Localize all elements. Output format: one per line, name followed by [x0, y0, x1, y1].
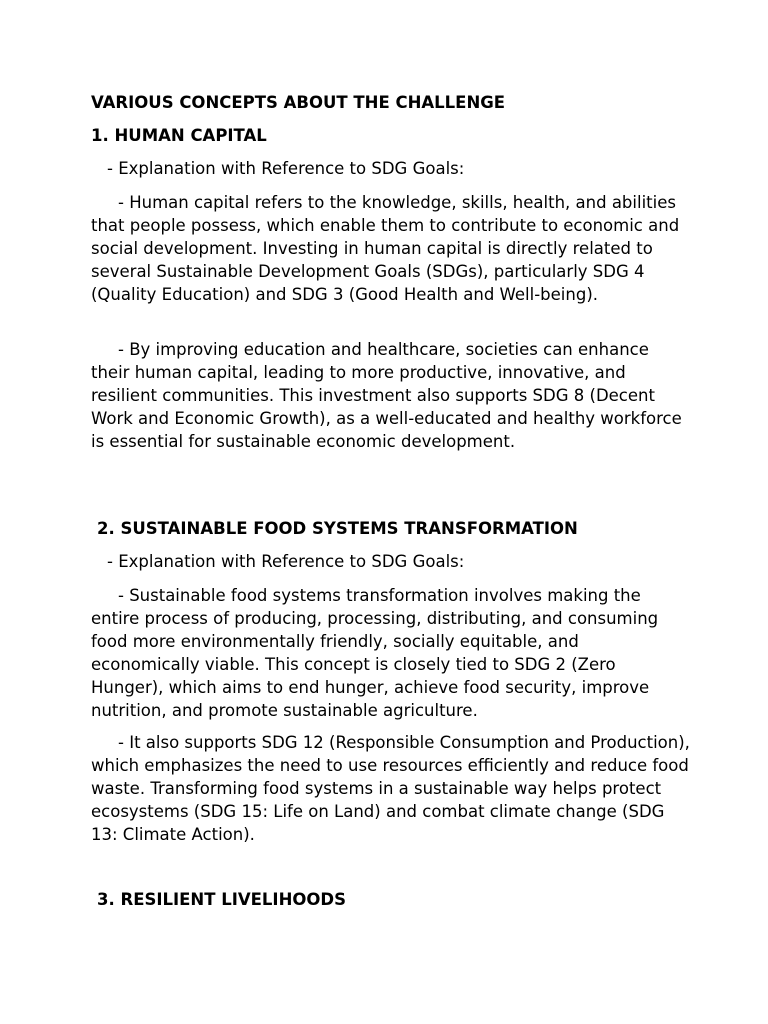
section-heading-resilient-livelihoods: 3. RESILIENT LIVELIHOODS — [97, 890, 347, 909]
section-subheading: - Explanation with Reference to SDG Goals: — [107, 552, 465, 571]
section-heading-human-capital: 1. HUMAN CAPITAL — [91, 126, 267, 145]
section-paragraph: - Sustainable food systems transformation involves making the entire process of producing, processing, distributing, and consuming food more environmentally friendly, socially equitable, and economically viable. This concept is closely tied to SDG 2 (Zero Hunger), which aims to end hunger, achieve food security, improve nutrition, and promote sustainable agriculture. — [91, 586, 659, 720]
section-paragraph: - By improving education and healthcare, societies can enhance their human capital, leading to more productive, innovative, and resilient communities. This investment also supports SDG 8 (Decent Work and Economic Growth), as a well-educated and healthy workforce is essential for sustainable economic development. — [91, 340, 682, 451]
document-title: VARIOUS CONCEPTS ABOUT THE CHALLENGE — [91, 93, 506, 112]
section-paragraph: - Human capital refers to the knowledge, skills, health, and abilities that people possess, which enable them to contribute to economic and social development. Investing in human capital is directly related to several Sustainable Development Goals (SDGs), particularly SDG 4 (Quality Education) and SDG 3 (Good Health and Well-being). — [91, 193, 680, 304]
section-heading-sustainable-food-systems: 2. SUSTAINABLE FOOD SYSTEMS TRANSFORMATION — [97, 519, 578, 538]
section-subheading: - Explanation with Reference to SDG Goals: — [107, 159, 465, 178]
section-paragraph: - It also supports SDG 12 (Responsible Consumption and Production), which emphasizes the need to use resources efficiently and reduce food waste. Transforming food systems in a sustainable way helps protect ecosystems (SDG 15: Life on Land) and combat climate change (SDG 13: Climate Action). — [91, 733, 690, 844]
